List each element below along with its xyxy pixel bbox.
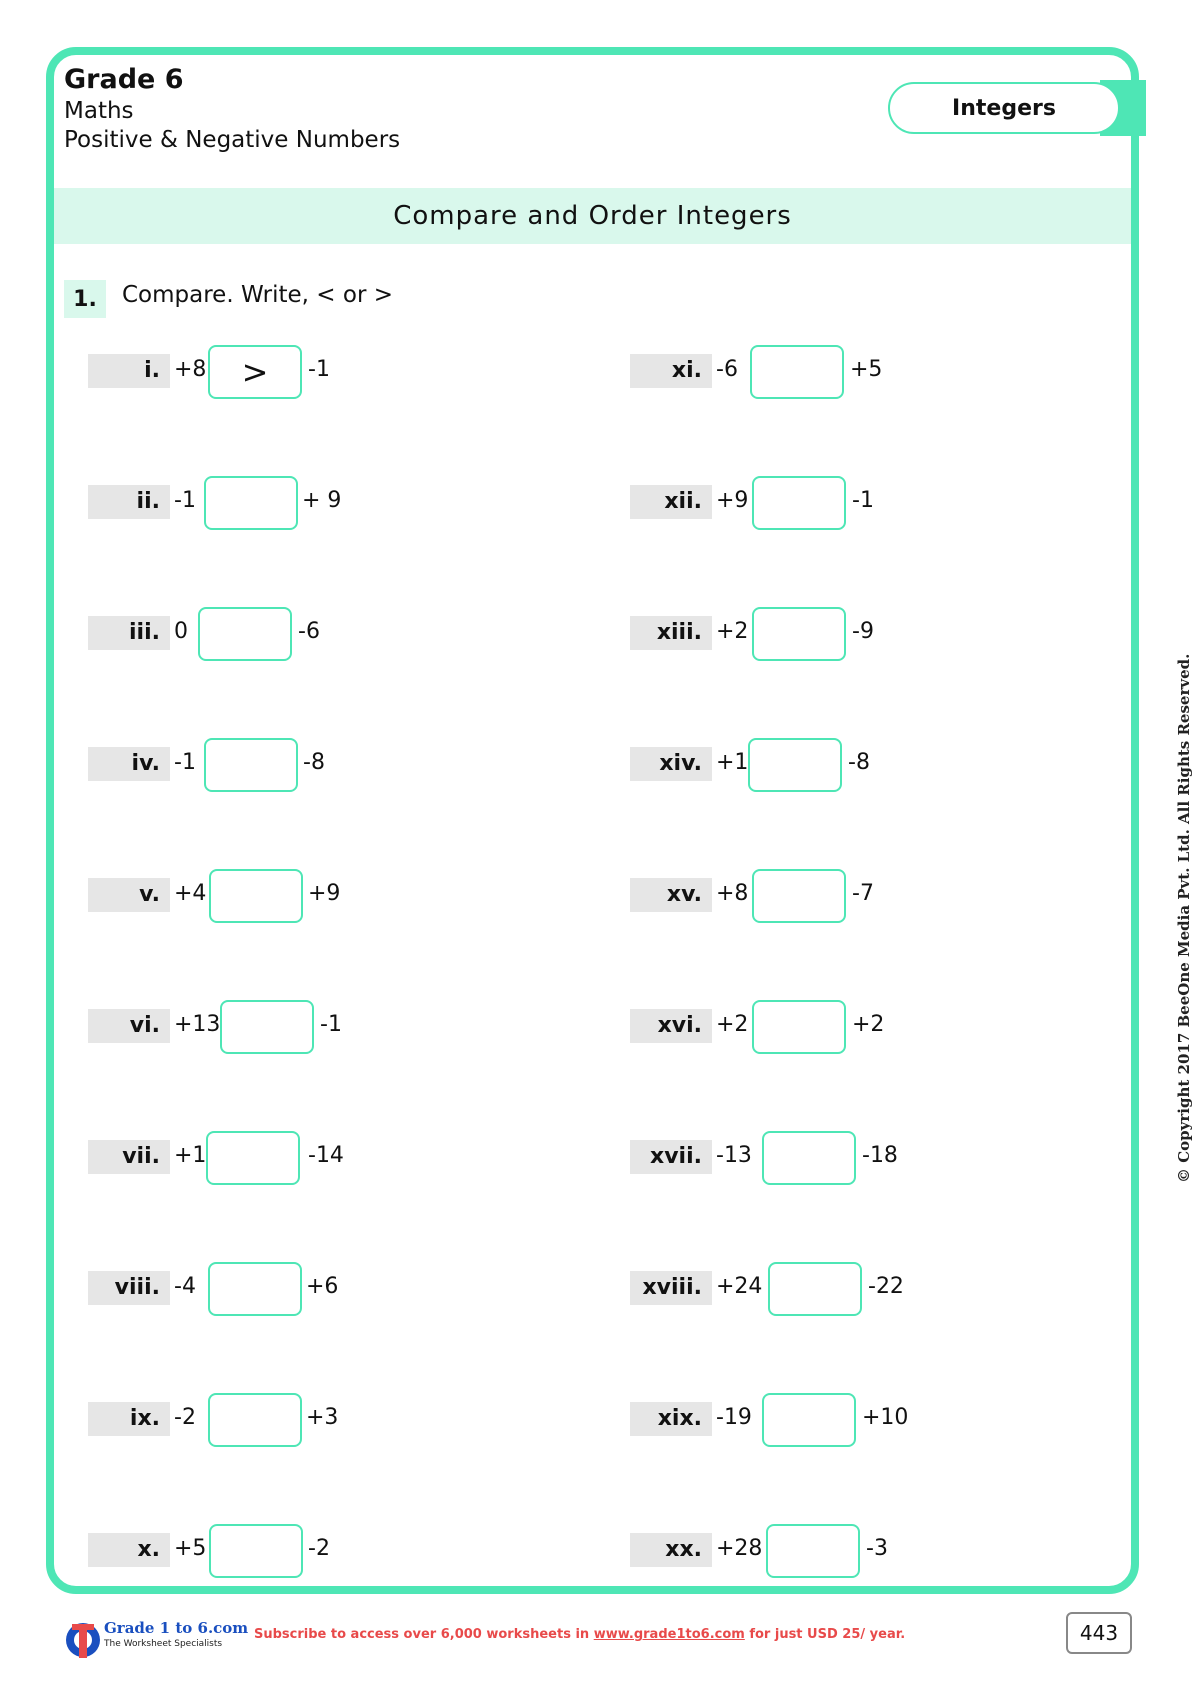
comparison-item (88, 1000, 390, 1052)
item-label: ii. (88, 485, 170, 519)
site-logo-icon (64, 1618, 102, 1662)
second-number: + 9 (302, 488, 342, 513)
answer-box[interactable] (206, 1131, 300, 1185)
first-number: -1 (174, 750, 196, 775)
item-label: v. (88, 878, 170, 912)
comparison-item (88, 869, 378, 921)
subject-heading: Maths (64, 98, 134, 124)
answer-box[interactable] (762, 1393, 856, 1447)
first-number: +28 (716, 1536, 763, 1561)
answer-box[interactable] (204, 738, 298, 792)
answer-box[interactable] (204, 476, 298, 530)
comparison-item (630, 607, 922, 659)
first-number: -13 (716, 1143, 752, 1168)
first-number: 0 (174, 619, 188, 644)
second-number: -3 (866, 1536, 888, 1561)
first-number: -19 (716, 1405, 752, 1430)
item-label: viii. (88, 1271, 170, 1305)
comparison-item (630, 1524, 936, 1576)
first-number: -4 (174, 1274, 196, 1299)
answer-box[interactable] (208, 1262, 302, 1316)
answer-box[interactable] (198, 607, 292, 661)
item-label: x. (88, 1533, 170, 1567)
first-number: +4 (174, 881, 207, 906)
comparison-item (88, 1262, 376, 1314)
copyright-notice: © Copyright 2017 BeeOne Media Pvt. Ltd. All Rights Reserved. (1175, 653, 1193, 1183)
second-number: -22 (868, 1274, 904, 1299)
comparison-item (88, 1524, 378, 1576)
question-instruction: Compare. Write, < or > (122, 282, 393, 308)
second-number: -8 (303, 750, 325, 775)
second-number: +3 (306, 1405, 339, 1430)
item-label: xix. (630, 1402, 712, 1436)
second-number: -1 (852, 488, 874, 513)
first-number: +24 (716, 1274, 763, 1299)
second-number: -14 (308, 1143, 344, 1168)
item-label: xvii. (630, 1140, 712, 1174)
answer-box[interactable] (209, 1524, 303, 1578)
subscribe-suffix: for just USD 25/ year. (744, 1627, 906, 1642)
comparison-item (630, 1262, 938, 1314)
answer-box[interactable]: > (208, 345, 302, 399)
second-number: -6 (298, 619, 320, 644)
first-number: +8 (174, 357, 207, 382)
comparison-item (88, 345, 378, 397)
answer-box[interactable] (752, 607, 846, 661)
item-label: xii. (630, 485, 712, 519)
answer-box[interactable] (752, 476, 846, 530)
item-label: i. (88, 354, 170, 388)
second-number: -1 (308, 357, 330, 382)
first-number: -1 (174, 488, 196, 513)
second-number: +10 (862, 1405, 909, 1430)
item-label: vi. (88, 1009, 170, 1043)
item-label: xi. (630, 354, 712, 388)
comparison-item (88, 1393, 376, 1445)
first-number: +2 (716, 1012, 749, 1037)
second-number: -1 (320, 1012, 342, 1037)
grade-heading: Grade 6 (64, 64, 184, 95)
item-label: ix. (88, 1402, 170, 1436)
item-label: xviii. (630, 1271, 712, 1305)
comparison-item (630, 1131, 932, 1183)
item-label: xiv. (630, 747, 712, 781)
subscribe-text (254, 1627, 905, 1642)
comparison-item (88, 738, 373, 790)
first-number: +1 (174, 1143, 207, 1168)
first-number: +13 (174, 1012, 221, 1037)
comparison-item (630, 738, 918, 790)
answer-box[interactable] (208, 1393, 302, 1447)
first-number: +1 (716, 750, 749, 775)
topic-tag: Integers (888, 82, 1120, 134)
site-logo-tagline: The Worksheet Specialists (104, 1639, 223, 1649)
item-label: xv. (630, 878, 712, 912)
second-number: +2 (852, 1012, 885, 1037)
answer-box[interactable] (752, 1000, 846, 1054)
first-number: +9 (716, 488, 749, 513)
comparison-item (88, 607, 368, 659)
answer-box[interactable] (220, 1000, 314, 1054)
comparison-item (630, 869, 922, 921)
item-label: vii. (88, 1140, 170, 1174)
answer-box[interactable] (748, 738, 842, 792)
comparison-item (630, 1000, 922, 1052)
answer-box[interactable] (762, 1131, 856, 1185)
answer-box[interactable] (768, 1262, 862, 1316)
item-label: xvi. (630, 1009, 712, 1043)
second-number: +9 (308, 881, 341, 906)
item-label: iv. (88, 747, 170, 781)
second-number: +6 (306, 1274, 339, 1299)
second-number: -7 (852, 881, 874, 906)
item-label: xiii. (630, 616, 712, 650)
comparison-item (88, 476, 372, 528)
page-number: 443 (1066, 1612, 1132, 1654)
second-number: -8 (848, 750, 870, 775)
answer-box[interactable] (752, 869, 846, 923)
first-number: -2 (174, 1405, 196, 1430)
comparison-item (630, 1393, 932, 1445)
question-number: 1. (64, 280, 106, 318)
second-number: -9 (852, 619, 874, 644)
item-label: xx. (630, 1533, 712, 1567)
answer-box[interactable] (209, 869, 303, 923)
first-number: -6 (716, 357, 738, 382)
second-number: -2 (308, 1536, 330, 1561)
worksheet-frame (46, 47, 1139, 1594)
item-label: iii. (88, 616, 170, 650)
worksheet-title: Compare and Order Integers (54, 188, 1131, 244)
first-number: +2 (716, 619, 749, 644)
first-number: +5 (174, 1536, 207, 1561)
site-logo-name: Grade 1 to 6.com (104, 1619, 249, 1637)
comparison-item (630, 345, 920, 397)
comparison-item (88, 1131, 378, 1183)
subscribe-prefix: Subscribe to access over 6,000 worksheets in (254, 1627, 594, 1642)
second-number: -18 (862, 1143, 898, 1168)
topic-heading: Positive & Negative Numbers (64, 127, 401, 153)
second-number: +5 (850, 357, 883, 382)
answer-box[interactable] (766, 1524, 860, 1578)
first-number: +8 (716, 881, 749, 906)
answer-box[interactable] (750, 345, 844, 399)
comparison-item (630, 476, 922, 528)
subscribe-link[interactable]: www.grade1to6.com (593, 1627, 745, 1642)
